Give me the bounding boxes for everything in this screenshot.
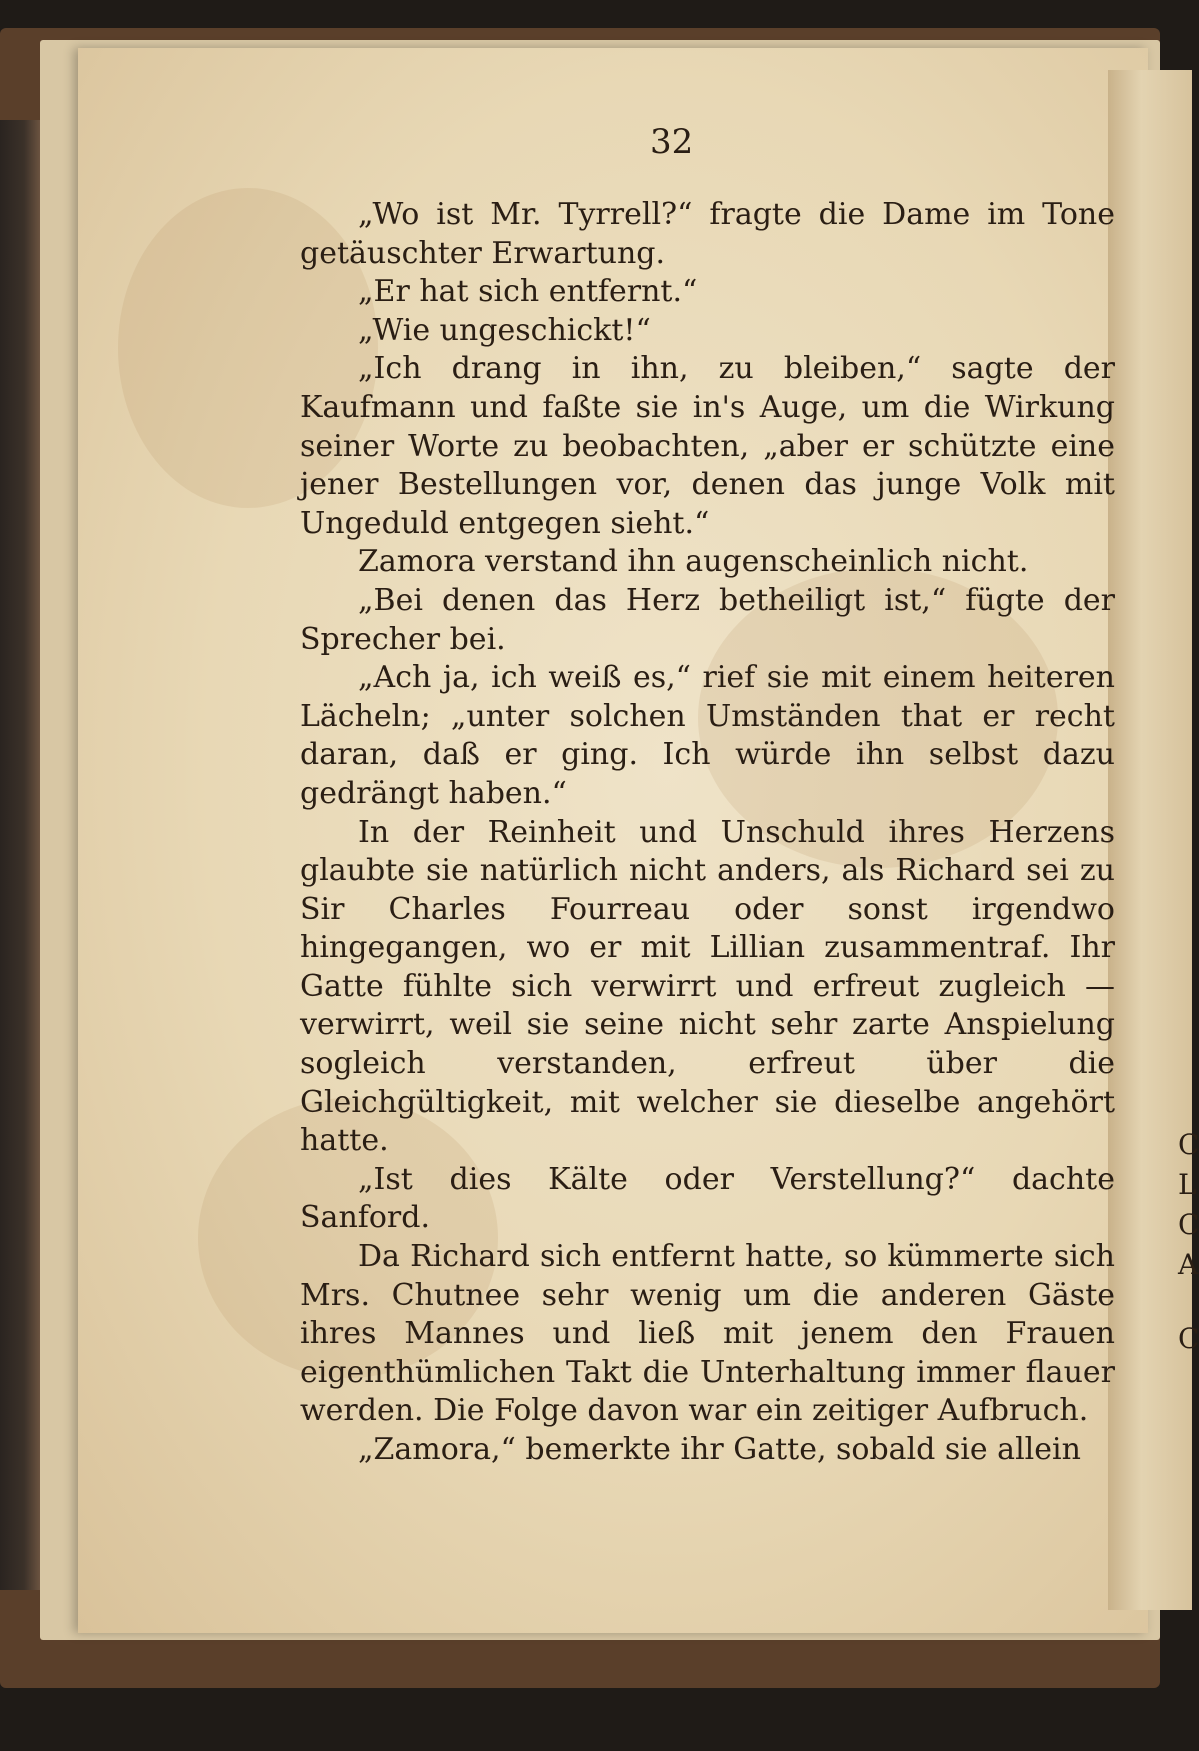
facing-page-letter: C <box>1178 1128 1199 1161</box>
paragraph: Zamora verstand ihn augenscheinlich nicht. <box>358 544 1029 580</box>
paragraph: „Wie ungeschickt!“ <box>358 312 651 348</box>
paragraph: „Wo ist Mr. Tyrrell?“ fragte die Dame im Tone getäuschter Erwartung. <box>300 197 1115 271</box>
facing-page-letter: L <box>1178 1168 1197 1201</box>
page-number: 32 <box>650 122 694 162</box>
paragraph: „Bei denen das Herz betheiligt ist,“ fügte der Sprecher bei. <box>300 582 1115 657</box>
facing-page-letter: A <box>1178 1248 1199 1281</box>
page-text <box>300 196 1115 1470</box>
paragraph: Da Richard sich entfernt hatte, so kümmerte sich Mrs. Chutnee sehr wenig um die anderen Gäste ihres Mannes und ließ mit jenem den Frauen eigenthümlichen Takt die Unterhaltung immer flauer werden. Die Folge davon war ein zeitiger Aufbruch. <box>300 1239 1115 1429</box>
facing-page-letter: C <box>1178 1208 1199 1241</box>
paragraph: „Zamora,“ bemerkte ihr Gatte, sobald sie allein <box>358 1432 1081 1467</box>
facing-page-letter: C <box>1178 1322 1199 1355</box>
paragraph: „Er hat sich entfernt.“ <box>358 274 698 310</box>
book-spine-edge <box>0 120 40 1590</box>
paragraph: In der Reinheit und Unschuld ihres Herzens glaubte sie natürlich nicht anders, als Richard sei zu Sir Charles Fourreau oder sonst irgendwo hingegangen, wo er mit Lillian zusammentraf. Ihr Gatte fühlte sich verwirrt und erfreut zugleich — verwirrt, weil sie seine nicht sehr zarte Anspielung sogleich verstanden, erfreut über die Gleichgültigkeit, mit welcher sie dieselbe angehört hatte. <box>300 814 1115 1159</box>
facing-page-edge <box>1108 70 1199 1610</box>
paragraph: „Ich drang in ihn, zu bleiben,“ sagte der Kaufmann und faßte sie in's Auge, um die Wirkung seiner Worte zu beobachten, „aber er schützte eine jener Bestellungen vor, denen das junge Volk mit Ungeduld entgegen sieht.“ <box>300 351 1115 541</box>
paragraph: „Ist dies Kälte oder Verstellung?“ dachte Sanford. <box>300 1161 1115 1236</box>
paragraph: „Ach ja, ich weiß es,“ rief sie mit einem heiteren Lächeln; „unter solchen Umständen that er recht daran, daß er ging. Ich würde ihn selbst dazu gedrängt haben.“ <box>300 660 1115 811</box>
